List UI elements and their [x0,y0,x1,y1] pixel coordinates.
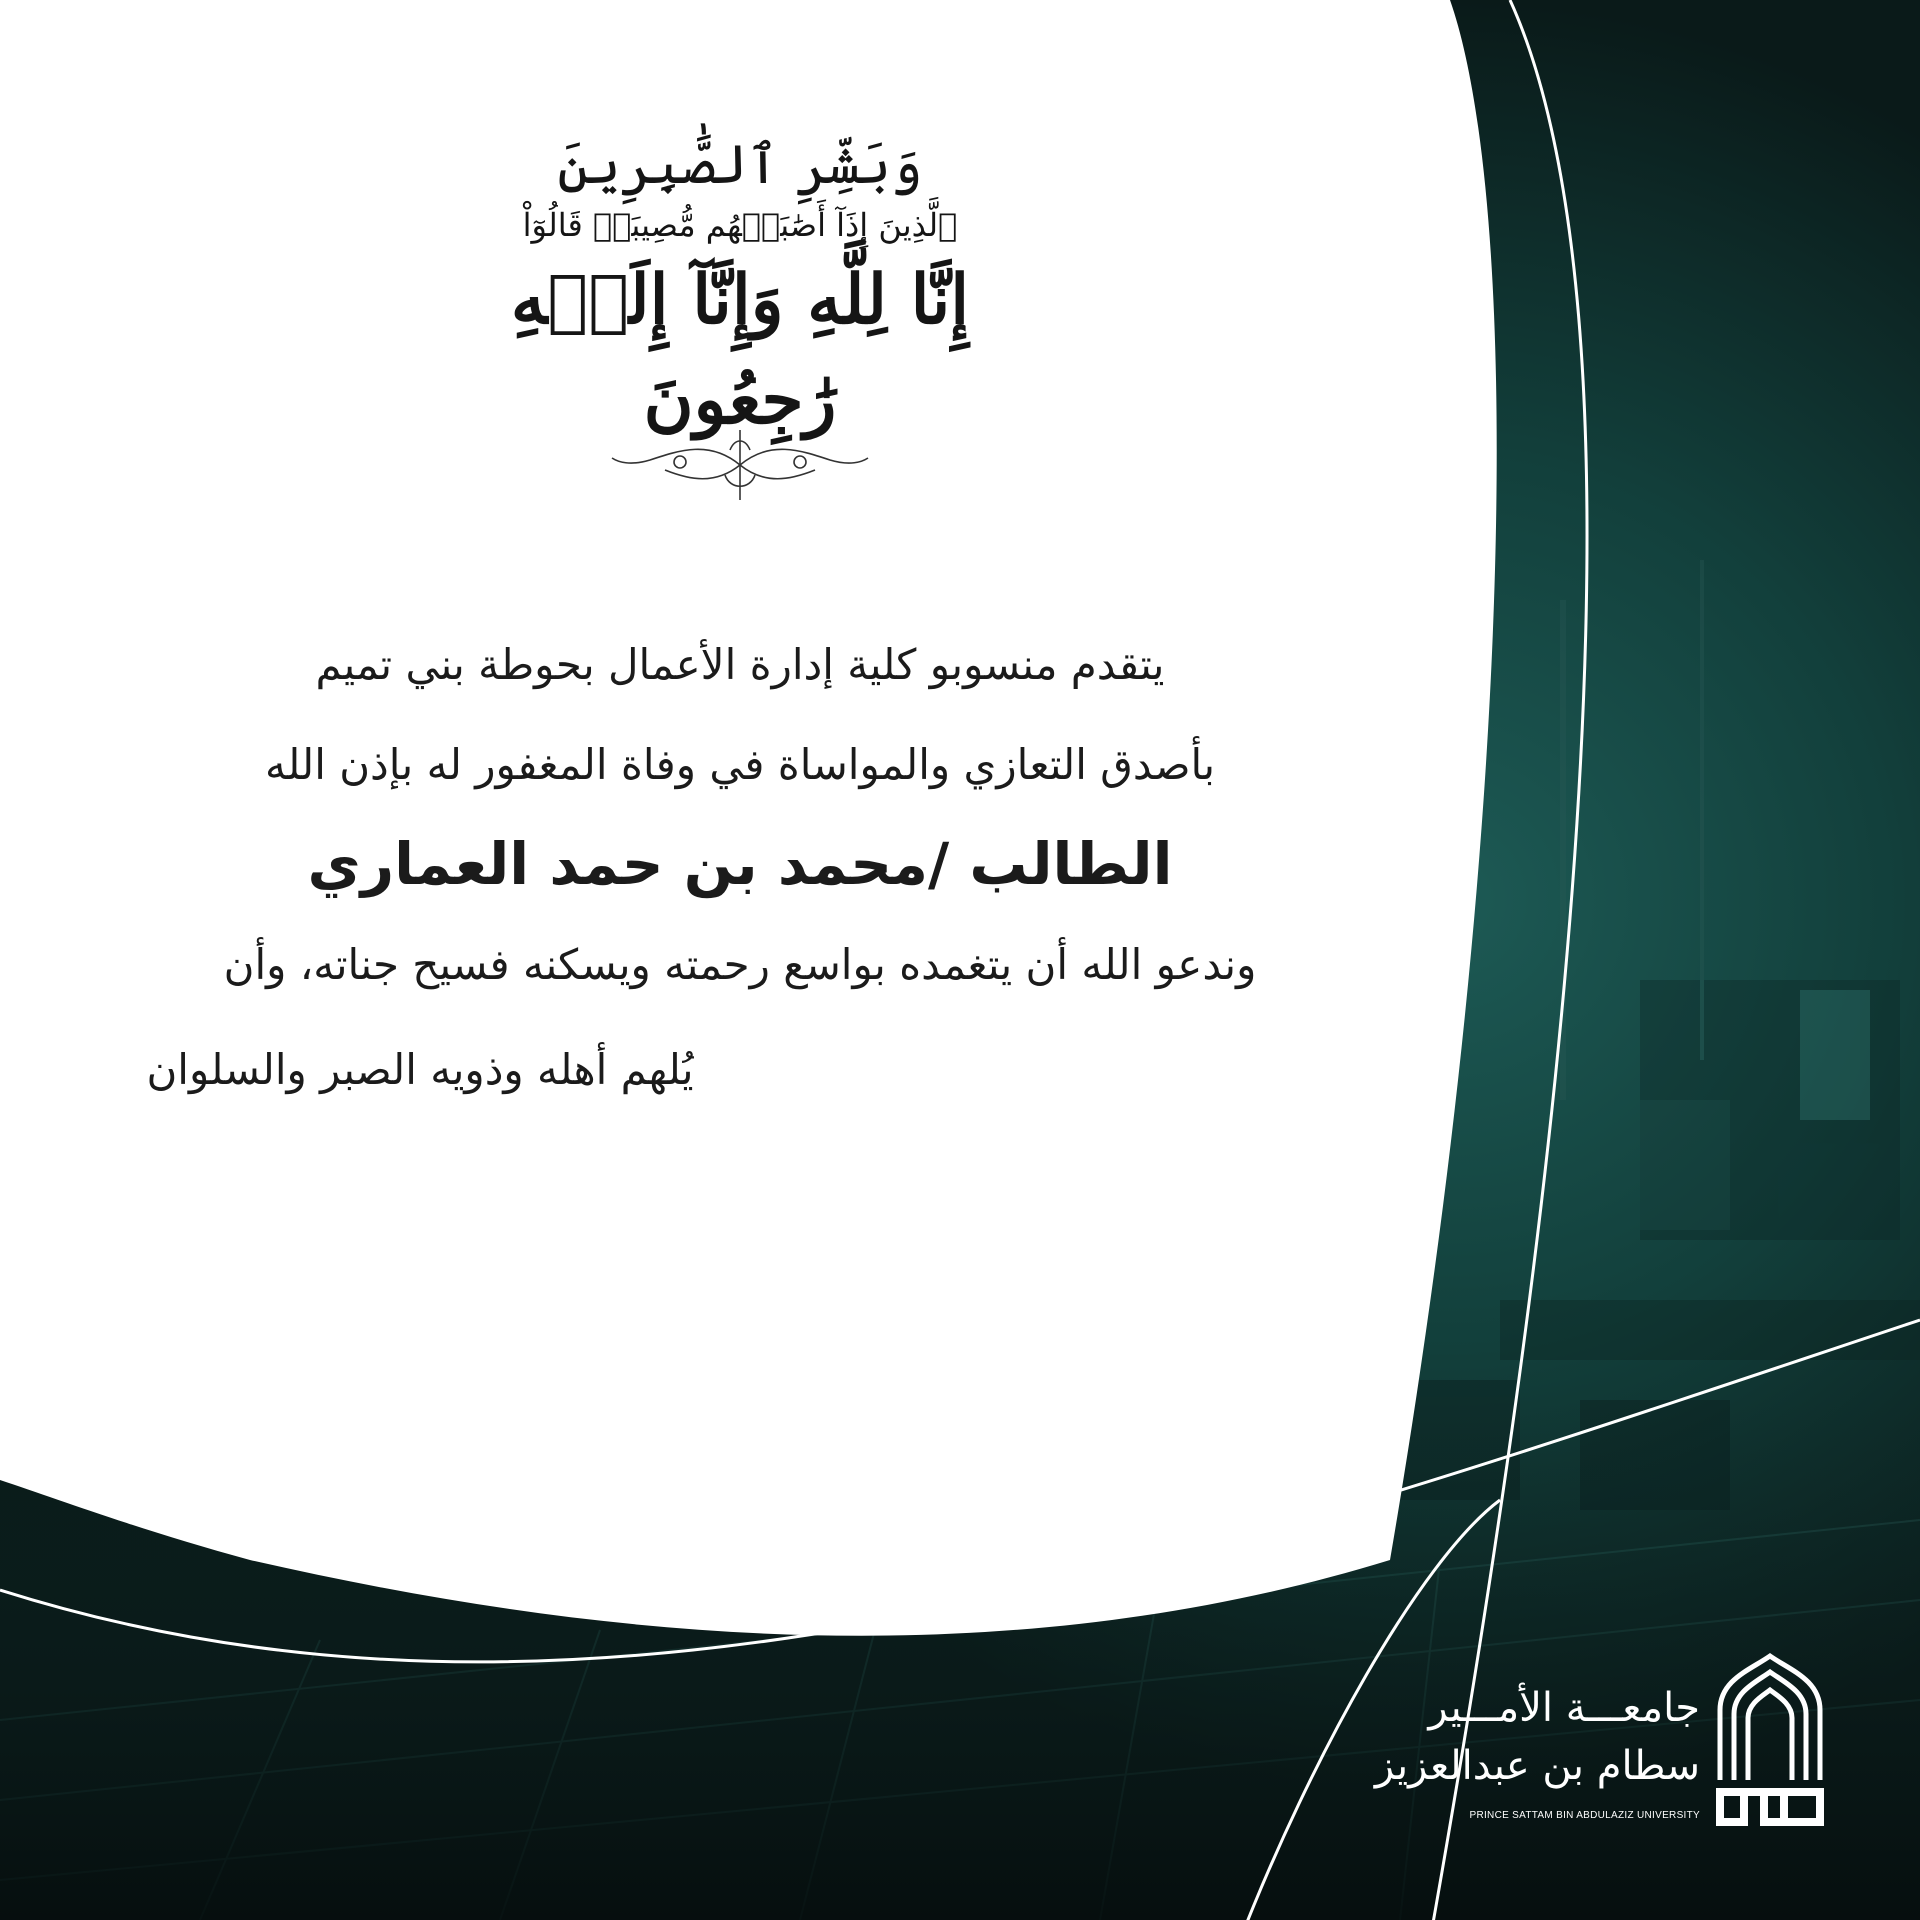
logo-arabic-line-2: سطام بن عبدالعزيز [1374,1743,1700,1789]
message-line-2: بأصدق التعازي والمواساة في وفاة المغفور له بإذن الله [264,740,1216,789]
deceased-name: الطالب /محمد بن حمد العماري [307,830,1173,898]
verse-line-3: إِنَّا لِلَّهِ وَإِنَّآ إِلَيۡهِ رَٰجِعُونَ [510,260,970,440]
logo-english-name: PRINCE SATTAM BIN ABDULAZIZ UNIVERSITY [1469,1810,1700,1821]
logo-arabic-line-1: جامعـــة الأمـــير [1428,1685,1700,1731]
university-logo [1360,1640,1840,1850]
message-line-4: يُلهم أهله وذويه الصبر والسلوان [146,1045,694,1094]
verse-line-1: وَبَشِّرِ ٱلصَّٰبِرِينَ [557,133,923,196]
university-arch-icon [1710,1650,1830,1830]
flourish-ornament-icon [610,420,870,510]
quran-verse [510,130,970,450]
message-line-1: يتقدم منسوبو كلية إدارة الأعمال بحوطة بني تميم [315,640,1165,689]
verse-line-2: ٱلَّذِينَ إِذَآ أَصَٰبَتۡهُم مُّصِيبَةٞ قَالُوٓاْ [522,206,958,244]
message-line-3: وندعو الله أن يتغمده بواسع رحمته ويسكنه فسيح جناته، وأن [223,940,1257,989]
